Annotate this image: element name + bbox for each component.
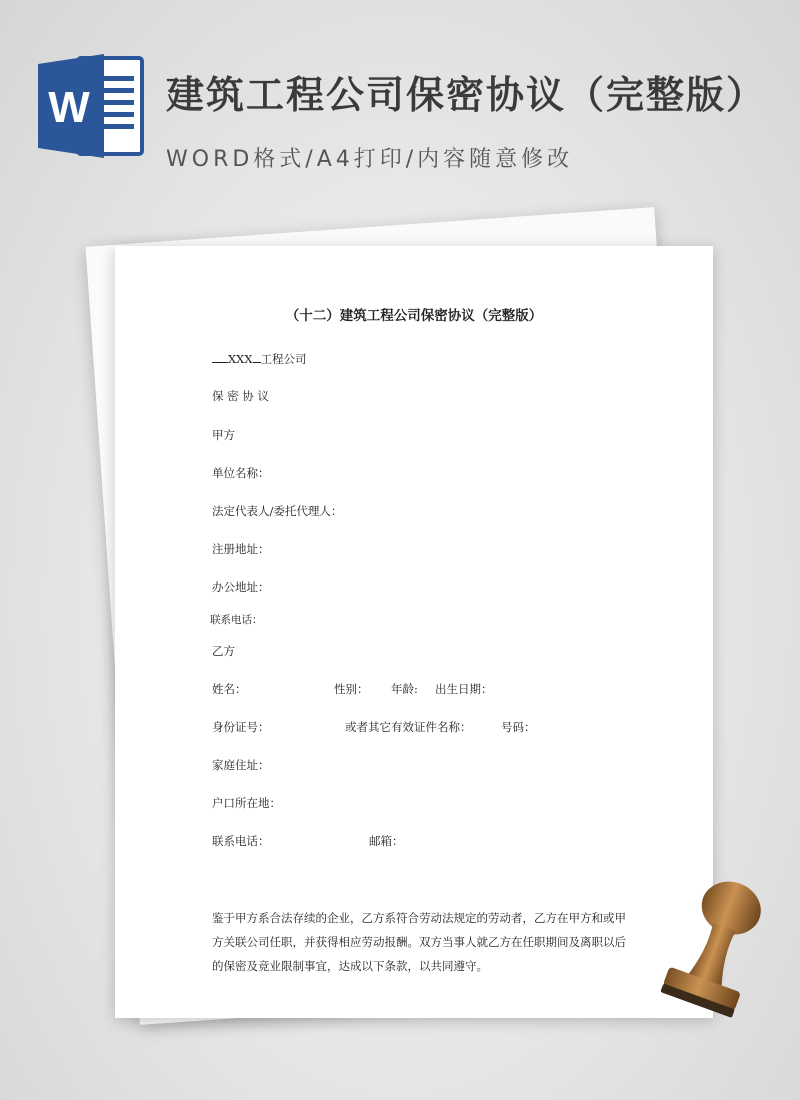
document-title: （十二）建筑工程公司保密协议（完整版） <box>285 308 543 324</box>
party-b-name: 姓名： <box>212 682 247 696</box>
word-document-icon <box>38 50 150 162</box>
wooden-stamp-icon <box>646 870 776 1040</box>
company-suffix: 工程公司 <box>260 352 307 366</box>
party-a-office-address: 办公地址： <box>212 580 270 594</box>
party-b-number: 号码： <box>501 720 536 734</box>
page-subtitle: WORD格式/A4打印/内容随意修改 <box>166 147 574 172</box>
party-a-legal-rep: 法定代表人/委托代理人： <box>212 504 343 518</box>
underline-blank <box>212 350 228 363</box>
party-b-other-id: 或者其它有效证件名称： <box>345 720 472 734</box>
company-line <box>212 350 307 367</box>
party-b-phone: 联系电话： <box>212 834 270 848</box>
party-b-id-number: 身份证号： <box>212 720 270 734</box>
document-page <box>115 246 713 1018</box>
preamble-paragraph: 鉴于甲方系合法存续的企业，乙方系符合劳动法规定的劳动者，乙方在甲方和或甲方关联公司任职，并获得相应劳动报酬。双方当事人就乙方在任职期间及离职以后的保密及竞业限制事宜，达成以下条款，以共同遵守。 <box>212 911 626 973</box>
underline-blank <box>253 350 261 363</box>
company-name: XXX <box>228 352 253 366</box>
page-title: 建筑工程公司保密协议（完整版） <box>166 73 767 117</box>
party-b-hukou: 户口所在地： <box>212 796 281 810</box>
agreement-heading: 保 密 协 议 <box>212 389 269 403</box>
party-b-home-address: 家庭住址： <box>212 758 270 772</box>
party-a-heading: 甲方 <box>212 428 235 442</box>
party-a-unit-name: 单位名称： <box>212 466 270 480</box>
party-b-heading: 乙方 <box>212 644 235 658</box>
party-b-age: 年龄: <box>391 682 418 696</box>
party-b-email: 邮箱： <box>369 834 404 848</box>
party-b-gender: 性别： <box>334 682 369 696</box>
word-logo-letter: W <box>48 83 90 132</box>
party-b-birth-date: 出生日期： <box>435 682 493 696</box>
party-a-reg-address: 注册地址： <box>212 542 270 556</box>
party-a-phone: 联系电话： <box>210 614 263 626</box>
